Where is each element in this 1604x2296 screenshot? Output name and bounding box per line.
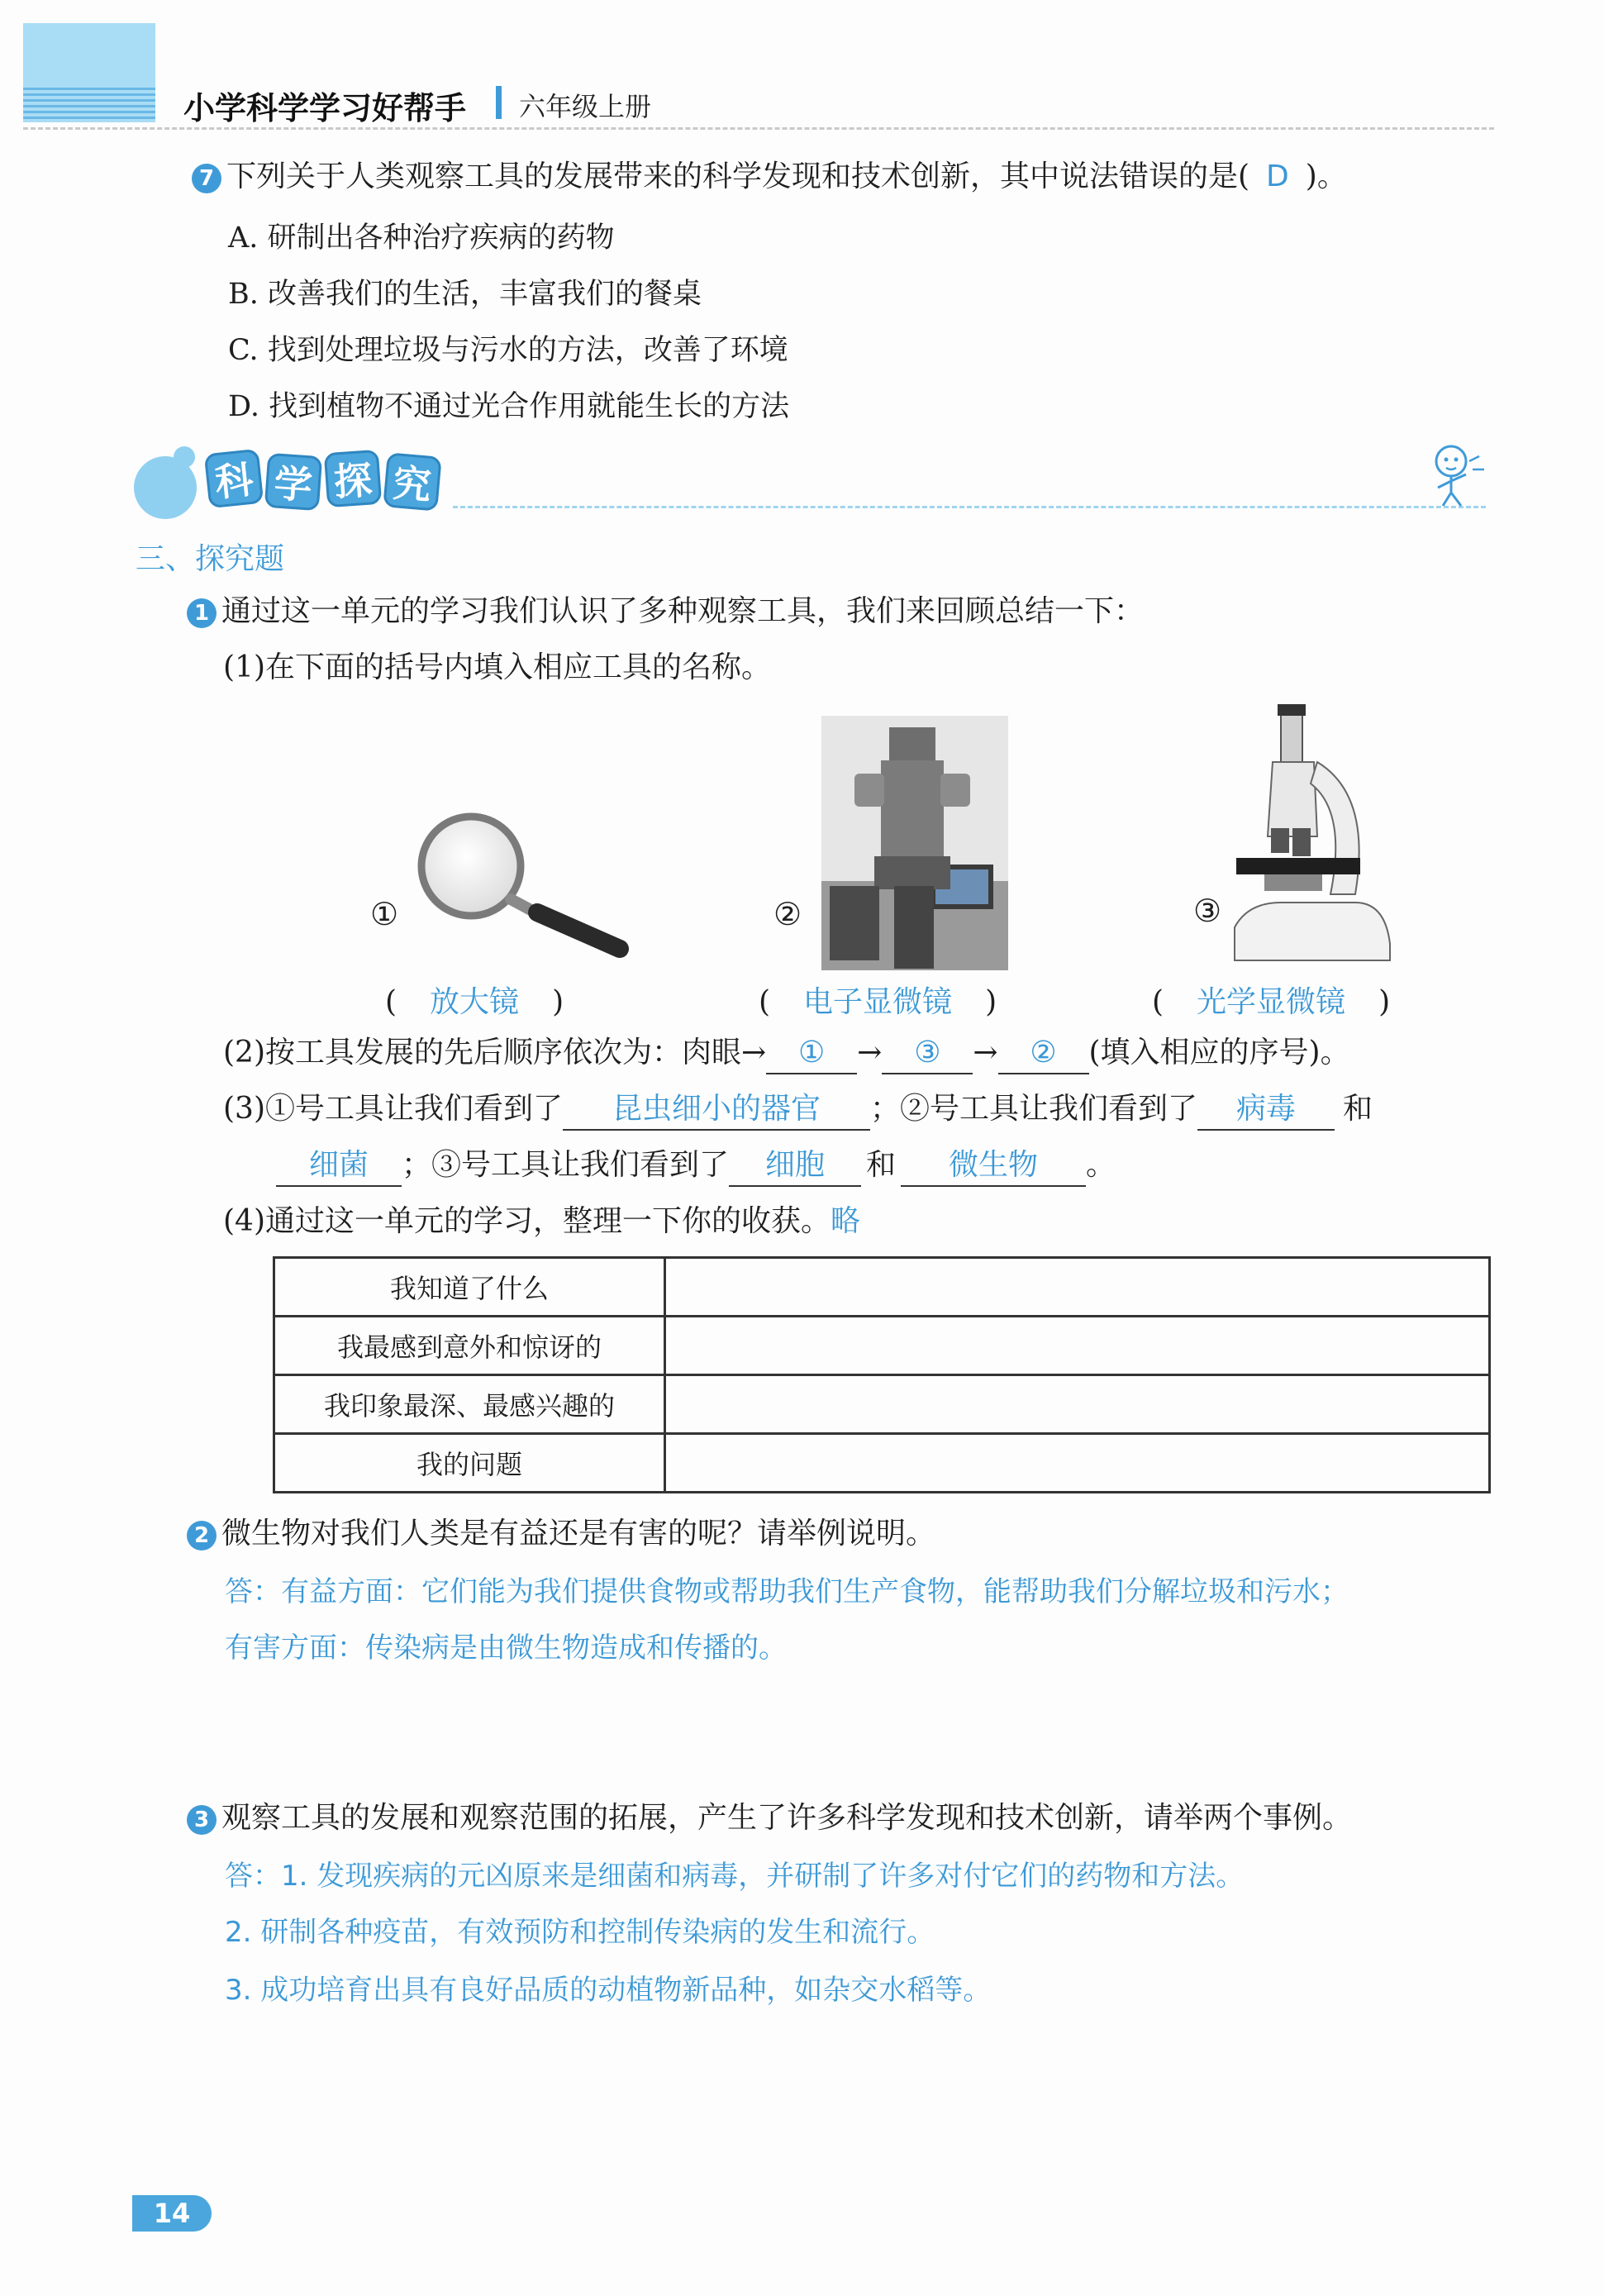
e2-number: 2 bbox=[187, 1521, 217, 1551]
tool3-sees-2: 微生物 bbox=[949, 1148, 1039, 1182]
table-row bbox=[274, 1258, 1490, 1317]
header-stripes bbox=[23, 84, 155, 121]
tool1-answer-line: ( 放大镜 ) bbox=[385, 985, 564, 1019]
e1-part3-line1 bbox=[223, 1089, 1373, 1131]
table-row-label: 我的问题 bbox=[274, 1434, 665, 1493]
tool3-answer: 光学显微镜 bbox=[1197, 985, 1346, 1019]
e1-stem-line bbox=[187, 592, 1144, 631]
e1-part1: (1)在下面的括号内填入相应工具的名称。 bbox=[223, 650, 771, 684]
tool3-mark: ③ bbox=[1193, 893, 1222, 929]
e1-part4: (4)通过这一单元的学习，整理一下你的收获。 bbox=[223, 1204, 831, 1238]
book-title: 小学科学学习好帮手 bbox=[183, 90, 467, 126]
tool2-answer-line: ( 电子显微镜 ) bbox=[759, 985, 997, 1019]
header-rule bbox=[23, 127, 1494, 130]
q7-answer: D bbox=[1266, 160, 1289, 193]
e2-stem-line bbox=[187, 1514, 935, 1554]
table-row bbox=[274, 1375, 1490, 1434]
banner-bubble-small bbox=[174, 446, 195, 468]
optical-microscope-icon bbox=[1231, 704, 1393, 965]
e1-part3-c: ；③号工具让我们看到了 bbox=[402, 1148, 730, 1182]
table-cell-blank[interactable] bbox=[665, 1258, 1490, 1317]
banner-char-1: 科 bbox=[204, 449, 264, 509]
e1-number: 1 bbox=[187, 598, 217, 628]
tool2-mark: ② bbox=[773, 896, 802, 932]
cartoon-kid-icon bbox=[1418, 436, 1492, 511]
e1-part2-prefix: (2)按工具发展的先后顺序依次为：肉眼→ bbox=[223, 1036, 767, 1069]
e1-part3-b: ；②号工具让我们看到了 bbox=[870, 1092, 1198, 1126]
banner-char-3: 探 bbox=[324, 450, 382, 507]
e2-answer-2: 有害方面：传染病是由微生物造成和传播的。 bbox=[225, 1631, 787, 1665]
order-answer-1: ① bbox=[798, 1036, 826, 1069]
e2-answer-1: 答：有益方面：它们能为我们提供食物或帮助我们生产食物，能帮助我们分解垃圾和污水； bbox=[225, 1575, 1349, 1608]
tool2-answer: 电子显微镜 bbox=[803, 985, 953, 1019]
e1-part2-suffix: (填入相应的序号)。 bbox=[1088, 1036, 1350, 1069]
e1-part3-a: (3)①号工具让我们看到了 bbox=[223, 1092, 563, 1126]
tool1-answer: 放大镜 bbox=[430, 985, 520, 1019]
table-row bbox=[274, 1317, 1490, 1375]
e1-part3-end: 。 bbox=[1086, 1148, 1116, 1182]
tool2-sees-1: 病毒 bbox=[1236, 1092, 1297, 1126]
e2-stem: 微生物对我们人类是有益还是有害的呢？请举例说明。 bbox=[221, 1517, 936, 1551]
tool1-sees: 昆虫细小的器官 bbox=[612, 1092, 821, 1126]
header-divider bbox=[496, 86, 502, 119]
table-row bbox=[274, 1434, 1490, 1493]
e3-answer-3: 3. 成功培育出具有良好品质的动植物新品种，如杂交水稻等。 bbox=[225, 1974, 992, 2007]
table-row-label: 我知道了什么 bbox=[274, 1258, 665, 1317]
q7-stem-end: )。 bbox=[1305, 160, 1347, 193]
e3-number: 3 bbox=[187, 1805, 217, 1835]
magnifier-icon bbox=[413, 810, 636, 959]
e3-answer-1: 答：1. 发现疾病的元凶原来是细菌和病毒，并研制了许多对付它们的药物和方法。 bbox=[225, 1860, 1245, 1893]
table-cell-blank[interactable] bbox=[665, 1434, 1490, 1493]
harvest-table bbox=[273, 1256, 1491, 1493]
e1-part4-line bbox=[223, 1202, 860, 1241]
table-row-label: 我印象最深、最感兴趣的 bbox=[274, 1375, 665, 1434]
e3-stem-line bbox=[187, 1798, 1352, 1838]
e1-part3-and: 和 bbox=[1343, 1092, 1373, 1126]
banner-char-2: 学 bbox=[264, 453, 322, 511]
tool2-sees-2: 细菌 bbox=[308, 1148, 369, 1182]
table-cell-blank[interactable] bbox=[665, 1317, 1490, 1375]
e1-part2: (2)按工具发展的先后顺序依次为：肉眼→ ① → ③ → ② (填入相应的序号)。 bbox=[223, 1033, 1350, 1074]
tool1-mark: ① bbox=[370, 896, 399, 932]
table-cell-blank[interactable] bbox=[665, 1375, 1490, 1434]
book-subtitle: 六年级上册 bbox=[519, 91, 652, 122]
q7-stem: 下列关于人类观察工具的发展带来的科学发现和技术创新，其中说法错误的是( bbox=[226, 160, 1250, 193]
e3-answer-2: 2. 研制各种疫苗，有效预防和控制传染病的发生和流行。 bbox=[225, 1916, 935, 1949]
e1-part3-line2 bbox=[276, 1146, 1116, 1187]
order-answer-3: ② bbox=[1030, 1036, 1057, 1069]
banner-char-4: 究 bbox=[383, 452, 442, 512]
electron-microscope-icon bbox=[821, 716, 1008, 970]
q7-number: 7 bbox=[192, 164, 221, 193]
tool3-sees-1: 细胞 bbox=[765, 1148, 826, 1182]
page-number: 14 bbox=[132, 2195, 212, 2232]
section-heading: 三、探究题 bbox=[136, 542, 285, 576]
q7-option-c: C. 找到处理垃圾与污水的方法，改善了环境 bbox=[228, 334, 788, 367]
table-row-label: 我最感到意外和惊讶的 bbox=[274, 1317, 665, 1375]
order-answer-2: ③ bbox=[914, 1036, 941, 1069]
e1-part3-and-2: 和 bbox=[866, 1148, 897, 1182]
banner-rule bbox=[453, 506, 1486, 508]
tool3-answer-line: ( 光学显微镜 ) bbox=[1152, 985, 1391, 1019]
e3-stem: 观察工具的发展和观察范围的拓展，产生了许多科学发现和技术创新，请举两个事例。 bbox=[221, 1801, 1353, 1835]
q7-option-a: A. 研制出各种治疗疾病的药物 bbox=[228, 222, 615, 255]
q7-option-d: D. 找到植物不通过光合作用就能生长的方法 bbox=[228, 390, 790, 423]
q7-stem-line bbox=[192, 157, 1347, 197]
e1-stem: 通过这一单元的学习我们认识了多种观察工具，我们来回顾总结一下： bbox=[221, 594, 1145, 628]
e1-part4-answer: 略 bbox=[831, 1204, 861, 1238]
banner-bubble-tiny bbox=[164, 499, 178, 514]
q7-option-b: B. 改善我们的生活，丰富我们的餐桌 bbox=[228, 278, 702, 311]
